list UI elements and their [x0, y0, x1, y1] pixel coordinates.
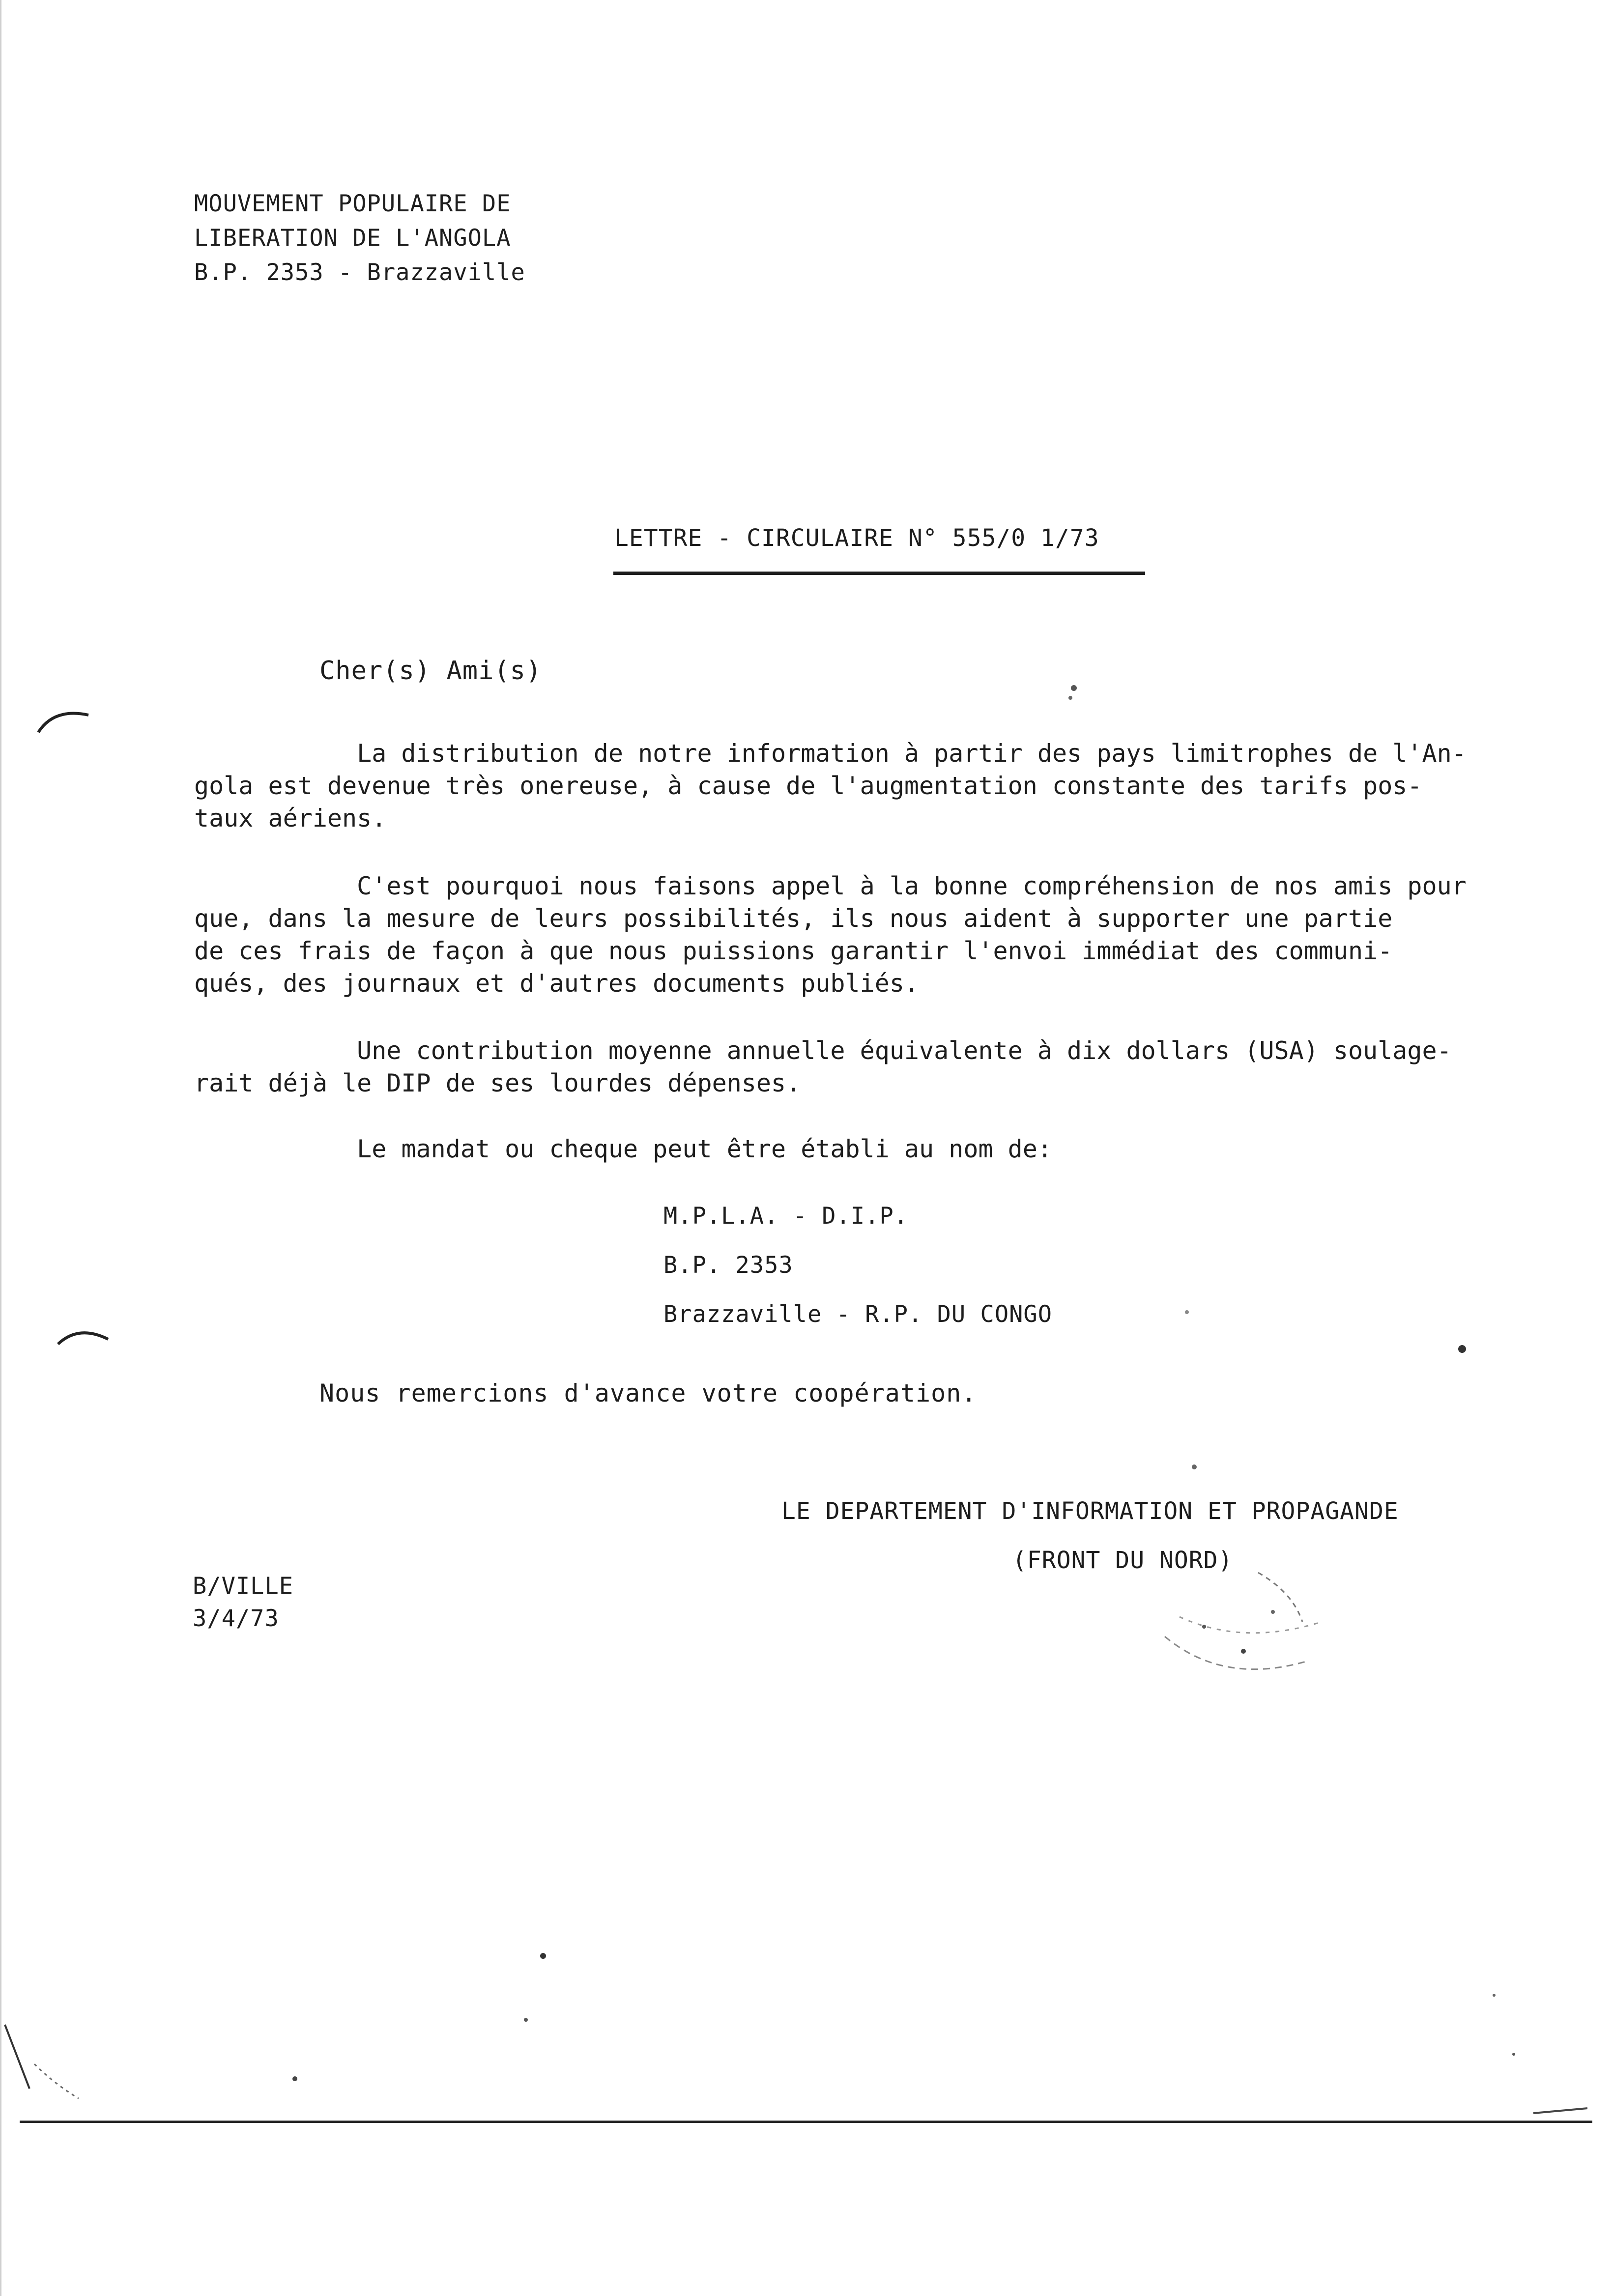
- salutation: Cher(s) Ami(s): [319, 656, 542, 686]
- bottom-rule: [20, 2121, 1592, 2123]
- letterhead-line-2: LIBERATION DE L'ANGOLA: [194, 225, 511, 252]
- closing-sentence: Nous remercions d'avance votre coopération.: [319, 1379, 977, 1407]
- payee-line-2: B.P. 2353: [663, 1252, 793, 1279]
- paragraph-4: Le mandat ou cheque peut être établi au nom de:: [194, 1135, 1052, 1163]
- payee-line-1: M.P.L.A. - D.I.P.: [663, 1203, 909, 1230]
- paragraph-3: Une contribution moyenne annuelle équivalente à dix dollars (USA) soulage- rait déjà le DIP de ses lourdes dépenses.: [194, 1036, 1452, 1097]
- signature-front: (FRONT DU NORD): [1012, 1547, 1233, 1574]
- letterhead-line-1: MOUVEMENT POPULAIRE DE: [194, 190, 511, 217]
- paragraph-1: La distribution de notre information à partir des pays limitrophes de l'An- gola est devenue très onereuse, à cause de l'augmentation constante des tarifs pos- taux aériens.: [194, 739, 1467, 832]
- signature-department: LE DEPARTEMENT D'INFORMATION ET PROPAGANDE: [781, 1497, 1399, 1525]
- dateline-date: 3/4/73: [193, 1605, 279, 1632]
- letterhead-line-3: B.P. 2353 - Brazzaville: [194, 259, 525, 286]
- circular-title: LETTRE - CIRCULAIRE N° 555/0 1/73: [614, 524, 1099, 552]
- dateline-place: B/VILLE: [193, 1573, 294, 1600]
- payee-line-3: Brazzaville - R.P. DU CONGO: [663, 1301, 1053, 1328]
- paragraph-2: C'est pourquoi nous faisons appel à la bonne compréhension de nos amis pour que, dans la mesure de leurs possibilités, ils nous aident à supporter une partie de ces frais de façon à que nous puissions garantir l'envoi immédiat des communi- qués, des journaux et d'autres documents publiés.: [194, 872, 1467, 998]
